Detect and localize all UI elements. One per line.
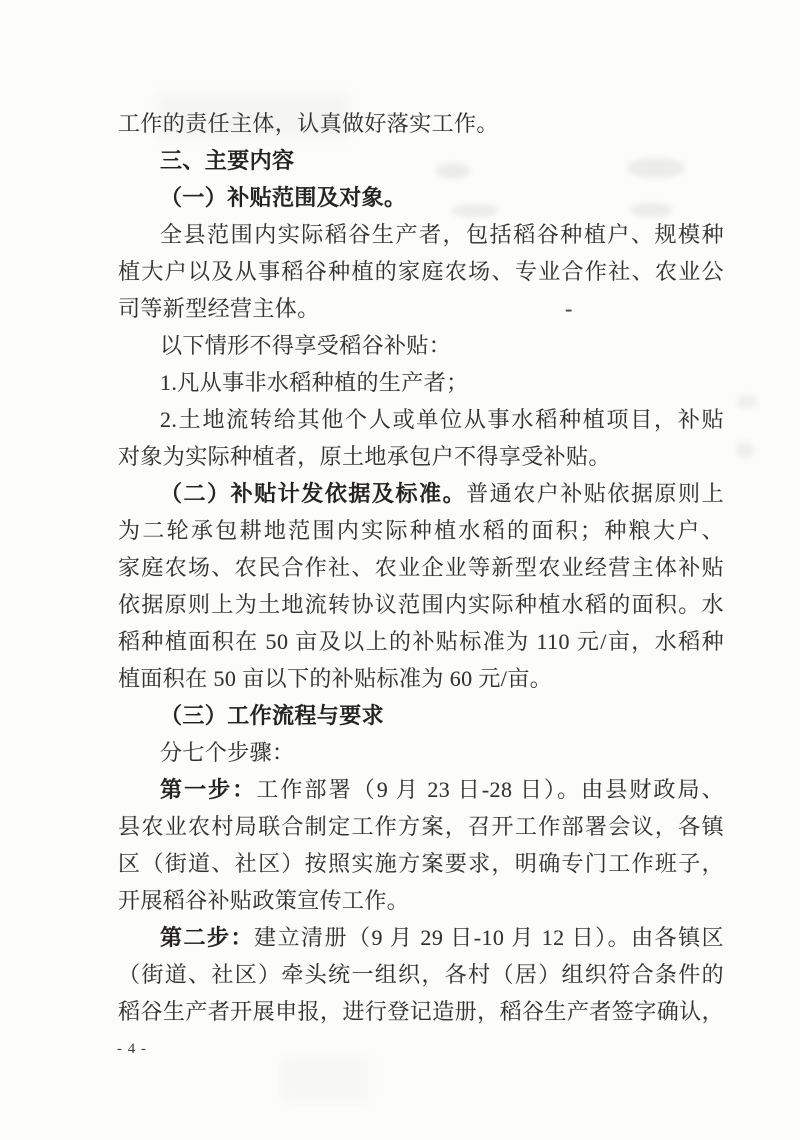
document-body xyxy=(118,105,724,1030)
text-run: 司等新型经营主体。 xyxy=(118,296,320,321)
scan-smudge xyxy=(736,442,754,458)
text-line xyxy=(118,586,724,623)
bold-text-run: 三、主要内容 xyxy=(160,148,295,173)
bold-text-run: （二）补贴计发依据及标准。 xyxy=(160,481,467,506)
text-line xyxy=(118,105,724,142)
text-line xyxy=(118,401,724,438)
bold-text-run: 第二步： xyxy=(160,925,255,950)
text-run: 开展稻谷补贴政策宣传工作。 xyxy=(118,888,410,913)
text-run: 分七个步骤： xyxy=(160,740,295,765)
text-line xyxy=(118,882,724,919)
text-run: 家庭农场、农民合作社、农业企业等新型农业经营主体补贴 xyxy=(118,555,724,580)
page-number: - 4 - xyxy=(117,1041,147,1057)
text-line xyxy=(118,808,724,845)
bold-text-run: （一）补贴范围及对象。 xyxy=(160,185,407,210)
text-line xyxy=(118,993,724,1030)
scan-smudge xyxy=(737,395,757,408)
text-line xyxy=(118,919,724,956)
text-run: 为二轮承包耕地范围内实际种植水稻的面积；种粮大户、 xyxy=(118,518,724,543)
bold-text-run: （三）工作流程与要求 xyxy=(160,703,385,728)
text-run: 2.土地流转给其他个人或单位从事水稻种植项目，补贴 xyxy=(160,407,724,432)
text-line xyxy=(118,771,724,808)
text-run: 1.凡从事非水稻种植的生产者； xyxy=(160,370,469,395)
text-run: 对象为实际种植者，原土地承包户不得享受补贴。 xyxy=(118,444,611,469)
text-line xyxy=(118,475,724,512)
text-line xyxy=(118,327,724,364)
text-run: 以下情形不得享受稻谷补贴： xyxy=(160,333,452,358)
text-run: 建立清册（9 月 29 日-10 月 12 日）。由各镇区 xyxy=(254,925,724,950)
text-run: 全县范围内实际稻谷生产者，包括稻谷种植户、规模种 xyxy=(160,222,724,247)
text-run: 区（街道、社区）按照实施方案要求，明确专门工作班子， xyxy=(118,851,724,876)
text-run: 工作的责任主体，认真做好落实工作。 xyxy=(118,111,499,136)
text-line xyxy=(118,179,724,216)
text-run: 普通农户补贴依据原则上 xyxy=(466,481,724,506)
text-line xyxy=(118,364,724,401)
text-line xyxy=(118,438,724,475)
text-run: （街道、社区）牵头统一组织，各村（居）组织符合条件的 xyxy=(118,962,724,987)
bold-text-run: 第一步： xyxy=(160,777,257,802)
text-run: 稻谷生产者开展申报，进行登记造册，稻谷生产者签字确认， xyxy=(118,999,724,1024)
text-run: 稻种植面积在 50 亩及以上的补贴标准为 110 元/亩，水稻种 xyxy=(118,629,724,654)
stray-dash-mark: - xyxy=(565,296,573,321)
text-line xyxy=(118,216,724,253)
text-run: 植面积在 50 亩以下的补贴标准为 60 元/亩。 xyxy=(118,666,553,691)
text-line xyxy=(118,512,724,549)
text-line xyxy=(118,660,724,697)
text-line xyxy=(118,142,724,179)
text-run: 县农业农村局联合制定工作方案，召开工作部署会议，各镇 xyxy=(118,814,724,839)
text-line xyxy=(118,290,724,327)
text-run: 依据原则上为土地流转协议范围内实际种植水稻的面积。水 xyxy=(118,592,724,617)
text-line xyxy=(118,734,724,771)
text-line xyxy=(118,845,724,882)
text-line xyxy=(118,956,724,993)
text-line xyxy=(118,697,724,734)
scan-shading-patch xyxy=(282,1056,370,1102)
text-line xyxy=(118,623,724,660)
text-line xyxy=(118,549,724,586)
text-run: 植大户以及从事稻谷种植的家庭农场、专业合作社、农业公 xyxy=(118,259,724,284)
text-run: 工作部署（9 月 23 日-28 日）。由县财政局、 xyxy=(256,777,724,802)
text-line xyxy=(118,253,724,290)
